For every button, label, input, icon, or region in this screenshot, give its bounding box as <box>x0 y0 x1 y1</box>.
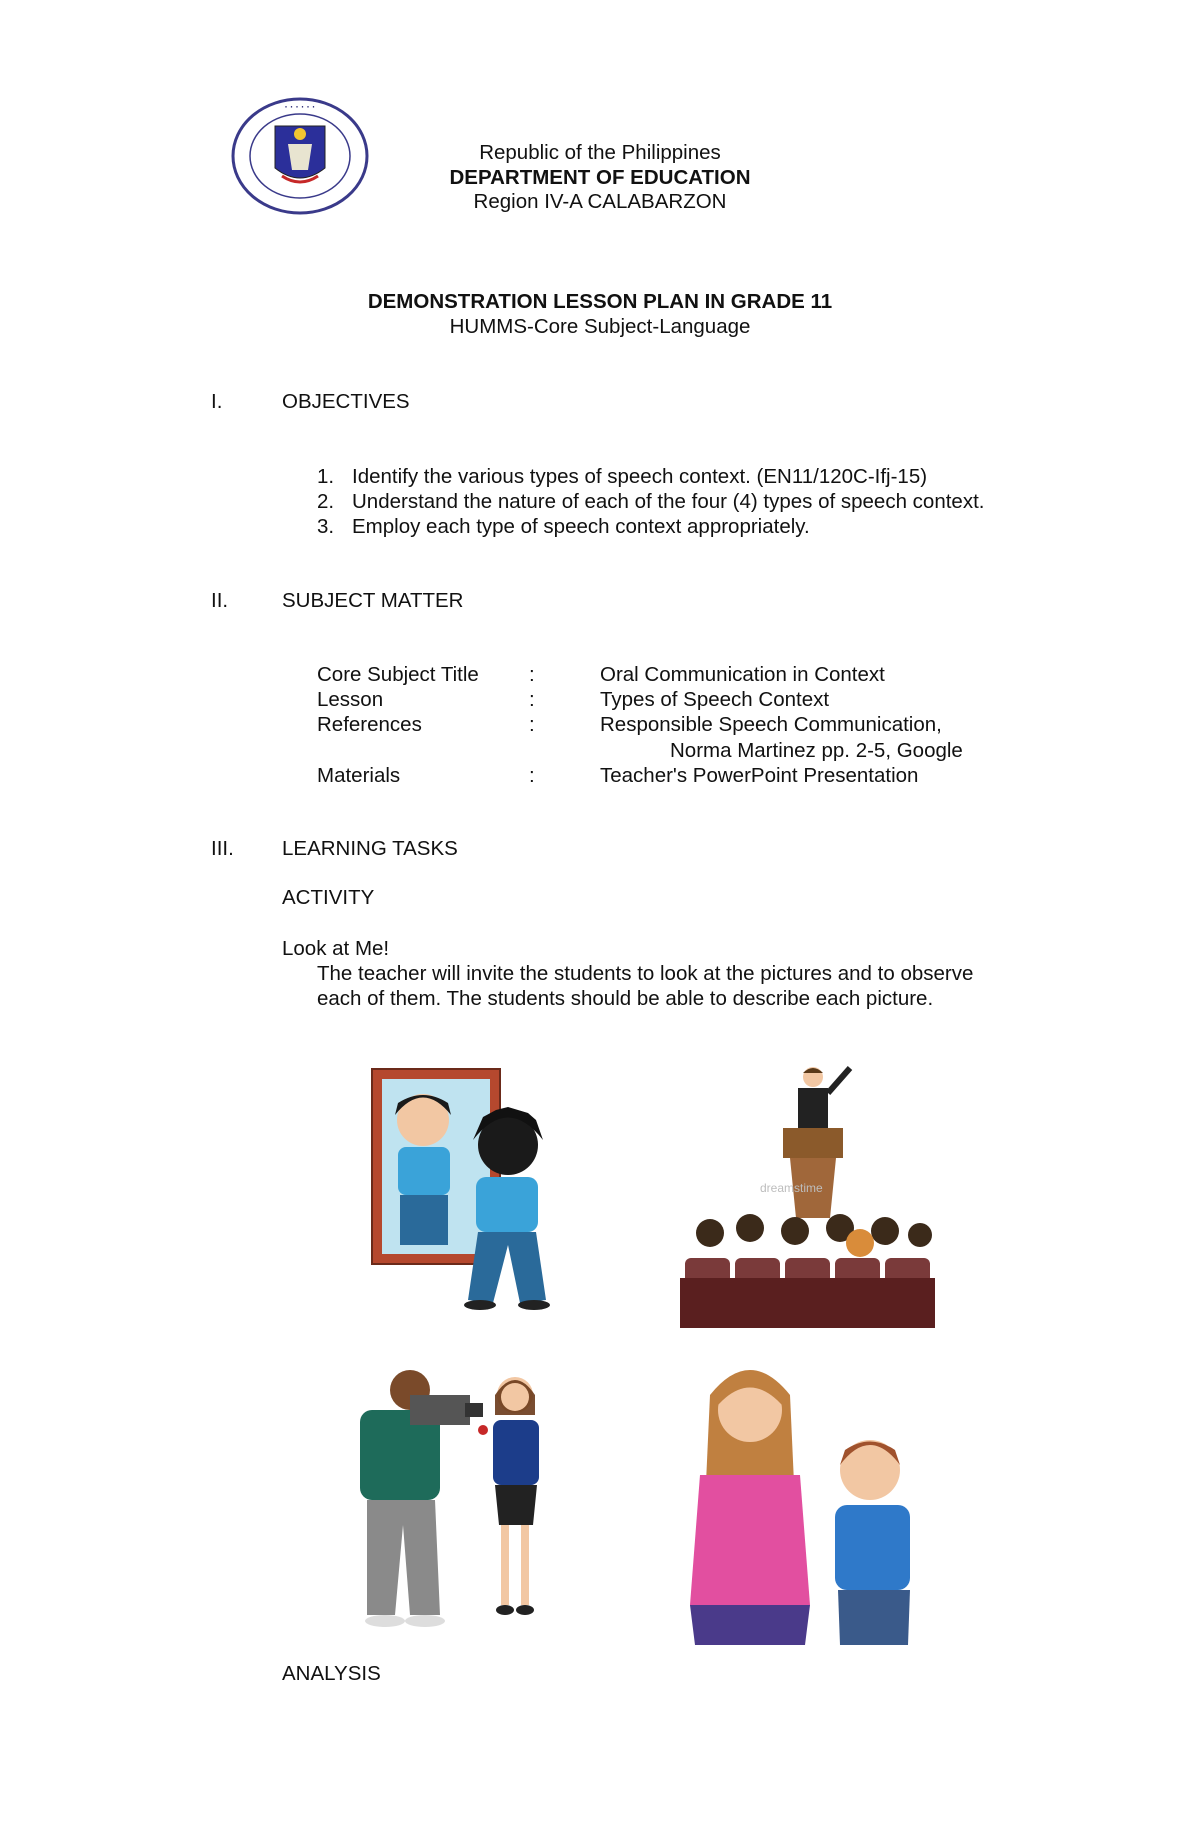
header-region: Region IV-A CALABARZON <box>473 190 727 213</box>
objective-number: 1. <box>317 465 335 488</box>
section-heading-learning-tasks: LEARNING TASKS <box>282 837 458 860</box>
subject-label: Core Subject Title <box>317 663 479 686</box>
activity-title: Look at Me! <box>282 937 390 960</box>
subject-value: Oral Communication in Context <box>600 663 885 686</box>
activity-description-line: each of them. The students should be able to describe each picture. <box>317 987 934 1010</box>
section-number-learning-tasks: III. <box>211 837 234 860</box>
subject-value: Types of Speech Context <box>600 688 830 711</box>
document-title: DEMONSTRATION LESSON PLAN IN GRADE 11 <box>367 290 833 313</box>
objective-number: 3. <box>317 515 335 538</box>
section-heading-subject-matter: SUBJECT MATTER <box>282 589 464 612</box>
objective-text: Understand the nature of each of the four (4) types of speech context. <box>352 490 985 513</box>
header-department: DEPARTMENT OF EDUCATION <box>449 166 751 189</box>
subject-label: References <box>317 713 422 736</box>
subject-value: Teacher's PowerPoint Presentation <box>600 764 919 787</box>
subject-label: Lesson <box>317 688 384 711</box>
subject-separator: : <box>529 713 535 736</box>
subject-value-continued: Norma Martinez pp. 2-5, Google <box>670 739 963 762</box>
interview-picture <box>355 1365 560 1630</box>
objective-text: Employ each type of speech context appropriately. <box>352 515 810 538</box>
document-subtitle: HUMMS-Core Subject-Language <box>449 315 751 338</box>
subject-separator: : <box>529 688 535 711</box>
mirror-boy-picture <box>368 1065 568 1315</box>
subject-separator: : <box>529 764 535 787</box>
svg-text:· · · · · ·: · · · · · · <box>284 102 316 112</box>
activity-description-line: The teacher will invite the students to look at the pictures and to observe <box>317 962 974 985</box>
section-number-objectives: I. <box>211 390 223 413</box>
subject-value: Responsible Speech Communication, <box>600 713 942 736</box>
podium-audience-picture <box>680 1063 935 1328</box>
activity-heading: ACTIVITY <box>282 886 375 909</box>
subject-label: Materials <box>317 764 401 787</box>
analysis-heading: ANALYSIS <box>282 1662 381 1685</box>
section-heading-objectives: OBJECTIVES <box>282 390 410 413</box>
header-republic: Republic of the Philippines <box>479 141 721 164</box>
subject-separator: : <box>529 663 535 686</box>
objective-number: 2. <box>317 490 335 513</box>
conversation-picture <box>680 1355 932 1645</box>
section-number-subject-matter: II. <box>211 589 229 612</box>
watermark-text: dreamstime <box>760 1181 823 1195</box>
objective-text: Identify the various types of speech context. (EN11/120C-Ifj-15) <box>352 465 928 488</box>
